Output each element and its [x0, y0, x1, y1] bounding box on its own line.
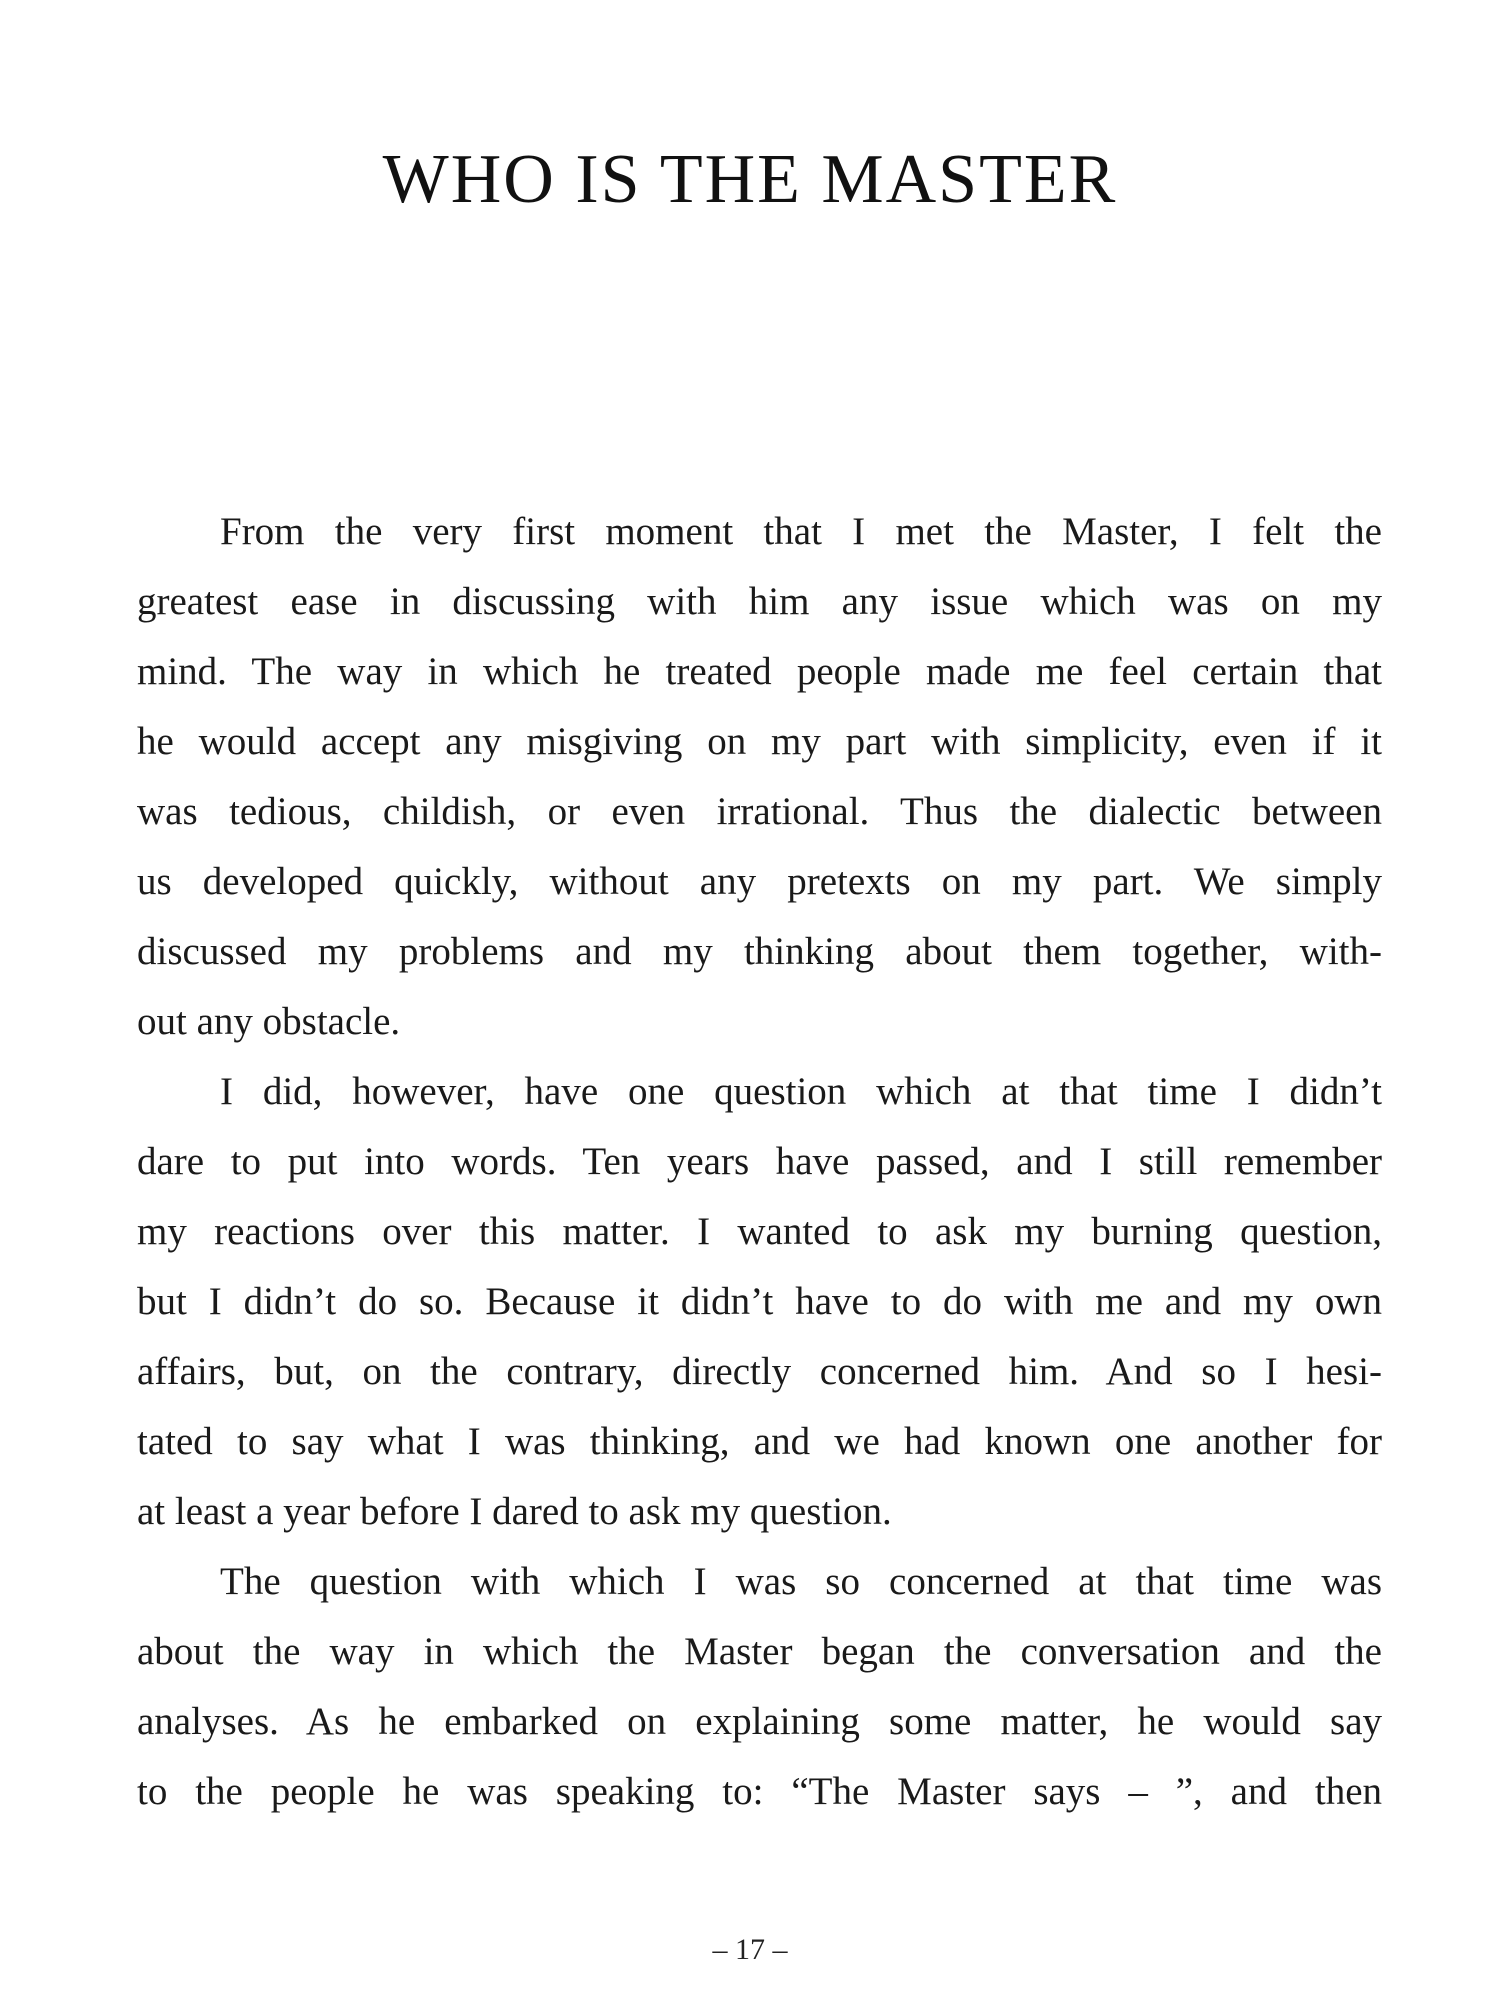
text-line: tated to say what I was thinking, and we had known one another for — [137, 1420, 1382, 1463]
paragraph — [137, 497, 1382, 1057]
chapter-title: WHO IS THE MASTER — [382, 141, 1118, 218]
text-line: about the way in which the Master began the conversation and the — [137, 1630, 1382, 1673]
body-text — [137, 497, 1382, 1827]
text-line: mind. The way in which he treated people made me feel certain that — [137, 650, 1382, 693]
text-line: greatest ease in discussing with him any issue which was on my — [137, 580, 1382, 623]
text-line: was tedious, childish, or even irrational. Thus the dialectic between — [137, 790, 1382, 833]
text-line: I did, however, have one question which at that time I didn’t — [220, 1070, 1382, 1113]
text-line: out any obstacle. — [137, 1000, 401, 1043]
text-line: to the people he was speaking to: “The Master says – ”, and then — [137, 1770, 1382, 1813]
text-line: my reactions over this matter. I wanted to ask my burning question, — [137, 1210, 1382, 1253]
text-line: dare to put into words. Ten years have passed, and I still remember — [137, 1140, 1382, 1183]
text-line: at least a year before I dared to ask my question. — [137, 1490, 892, 1533]
text-line: but I didn’t do so. Because it didn’t have to do with me and my own — [137, 1280, 1382, 1323]
text-line: From the very first moment that I met the Master, I felt the — [220, 510, 1382, 553]
text-line: discussed my problems and my thinking about them together, with- — [137, 930, 1382, 973]
text-line: The question with which I was so concerned at that time was — [220, 1560, 1382, 1603]
paragraph — [137, 1057, 1382, 1547]
text-line: us developed quickly, without any pretexts on my part. We simply — [137, 860, 1382, 903]
text-line: he would accept any misgiving on my part with simplicity, even if it — [137, 720, 1382, 763]
text-line: analyses. As he embarked on explaining some matter, he would say — [137, 1700, 1382, 1743]
page-number: – 17 – — [712, 1933, 788, 1966]
text-line: affairs, but, on the contrary, directly concerned him. And so I hesi- — [137, 1350, 1382, 1393]
paragraph — [137, 1547, 1382, 1827]
